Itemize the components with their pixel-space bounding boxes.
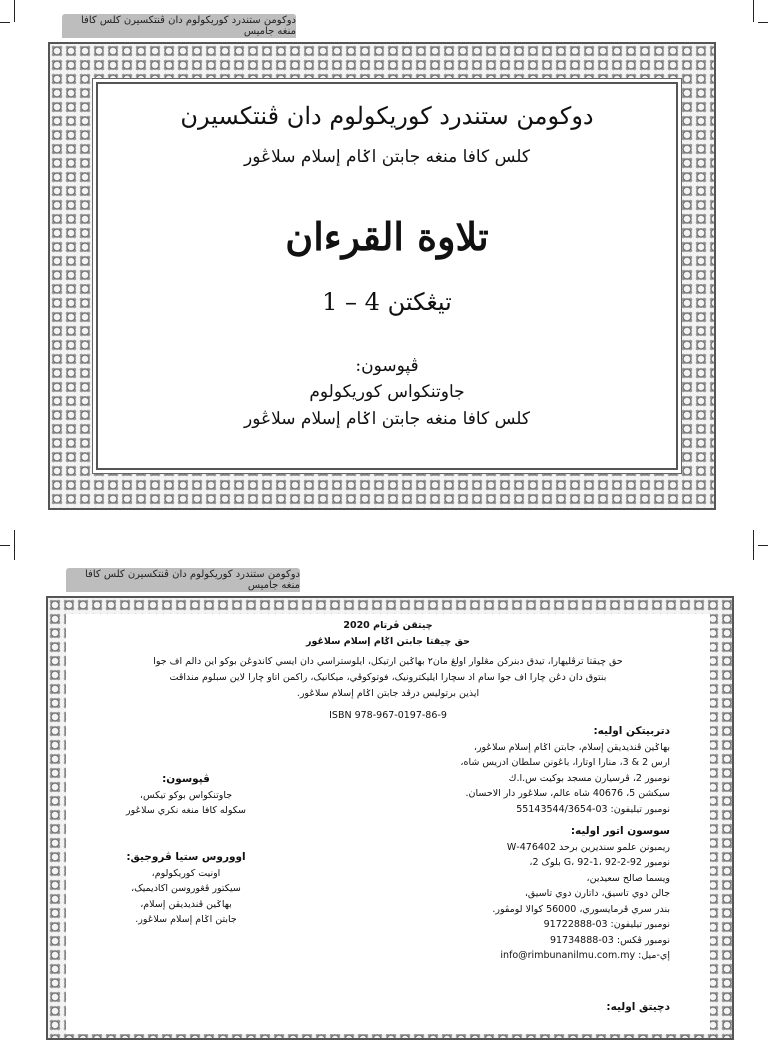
grade-level: تيڠكتن 4 – 1 xyxy=(322,288,452,316)
coordinator-line: بهاݢين ڤنديديقن إسلام، xyxy=(140,898,232,910)
title-panel xyxy=(96,82,678,470)
copyright-year: چيتقن ڤرتام 2020 xyxy=(343,620,433,631)
crop-mark xyxy=(753,0,754,22)
coordinator-line: سيکتور ڤڠوروسن اكاديميک، xyxy=(131,883,241,894)
running-header: دوكومن ستندرد كوريكولوم دان ڤنتكسيرن كلس كافا منغه جاميس xyxy=(62,14,296,38)
typesetter-line: ويسما صالح سعيدين، xyxy=(586,872,670,884)
crop-mark xyxy=(14,530,15,560)
publisher-address-line: ارس 2 & 3، منارا اوتارا، باڠونن سلطان ادريس شاه، xyxy=(460,757,670,768)
typesetter-line: بندر سري ڤرمايسوري، 56000 كوالا لومڤور. xyxy=(492,903,670,915)
copyright-notice-line: بنتوق دان دڠن چارا اف جوا سام اد سچارا ايليکترونيک، فوتوکوڤي، ميکانيک، راکمن اتاو چارا لاين سبلوم منداڤت xyxy=(169,672,607,683)
publisher-heading: دتربيتكن اوليه: xyxy=(593,725,670,737)
publisher-line: جاوتنكواس كوريكولوم xyxy=(309,382,465,402)
document-subtitle: كلس كافا منغه جابتن اݢام إسلام سلاڠور xyxy=(244,147,530,167)
author-heading: ڤپوسون: xyxy=(162,773,210,785)
publisher-phone: نومبور تيليفون: 03-55143544/3654 xyxy=(516,803,670,815)
printer-heading: دچيتق اوليه: xyxy=(606,1001,670,1013)
typesetter-phone: نومبور تيليفون: 03-91722888 xyxy=(543,919,670,930)
typesetter-block xyxy=(426,824,670,964)
copyright-holder: حق چيقتا جابتن اݢام إسلام سلاڠور xyxy=(306,636,470,647)
crop-mark xyxy=(14,0,15,22)
typesetter-line: جالن دوي تاسيق، داتارن دوي تاسيق، xyxy=(524,888,670,899)
subject-title: تلاوة القرءان xyxy=(285,214,489,259)
coordinator-heading: اووروس ستيا ڤروجيق: xyxy=(126,851,246,863)
coordinator-block xyxy=(106,850,266,928)
crop-mark xyxy=(0,22,10,23)
typesetter-line: ريمبونن علمو سنديرين برحد 476402-W xyxy=(506,841,670,853)
publisher-block xyxy=(426,724,670,817)
publisher-address-line: نومبور 2، ڤرسيارن مسجد بوكيت س.ا.ك xyxy=(508,772,670,784)
typesetter-heading: سوسون اتور اوليه: xyxy=(570,825,670,837)
document-title: دوكومن ستندرد كوريكولوم دان ڤنتكسيرن xyxy=(180,102,594,130)
isbn: ISBN 978-967-0197-86-9 xyxy=(329,710,447,721)
running-header: دوكومن ستندرد كوريكولوم دان ڤنتكسيرن كلس كافا منغه جاميس xyxy=(66,568,300,592)
author-line: جاوتنكواس بوكو تيكس، xyxy=(139,789,233,801)
typesetter-line: نومبور 92-G، 92-1، 92-2 بلوک 2، xyxy=(529,857,670,868)
crop-mark xyxy=(0,545,10,546)
publisher-line: كلس كافا منغه جابتن اݢام إسلام سلاڠور xyxy=(244,409,530,429)
coordinator-line: جابتن اݢام إسلام سلاڠور. xyxy=(135,914,237,925)
typesetter-email[interactable]: إي-ميل: info@rimbunanilmu.com.my xyxy=(500,950,670,961)
crop-mark xyxy=(753,530,754,560)
typesetter-fax: نومبور ڤكس: 03-91734888 xyxy=(549,934,670,946)
author-block xyxy=(106,772,266,819)
printer-block xyxy=(426,1000,670,1016)
publisher-address-line: سيكشن 5، 40676 شاه عالم، سلاڠور دار الاحسان. xyxy=(465,788,670,799)
crop-mark xyxy=(758,22,768,23)
publisher-address-line: بهاݢين ڤنديديقن إسلام، جابتن اݢام إسلام سلاڠور، xyxy=(473,741,670,753)
publisher-label: ڤپوسون: xyxy=(355,356,419,376)
crop-mark xyxy=(758,545,768,546)
author-line: سکوله کافا منغه نکري سلاڠور xyxy=(125,805,247,816)
copyright-notice-line: ايذين برتوليس درڤد جابتن اݢام إسلام سلاڠور. xyxy=(296,688,480,699)
coordinator-line: اونيت كوريكولوم، xyxy=(151,867,221,879)
copyright-panel xyxy=(66,614,710,1034)
copyright-notice-line: حق چيقتا ترڤليهارا، تيدق دبنركن مڠلوار اولڠ مان٢ بهاݢين ارتيكل، ايلوستراسي دان ايسي كاندوڠن بوكو اين دالم اف جوا xyxy=(153,656,623,667)
